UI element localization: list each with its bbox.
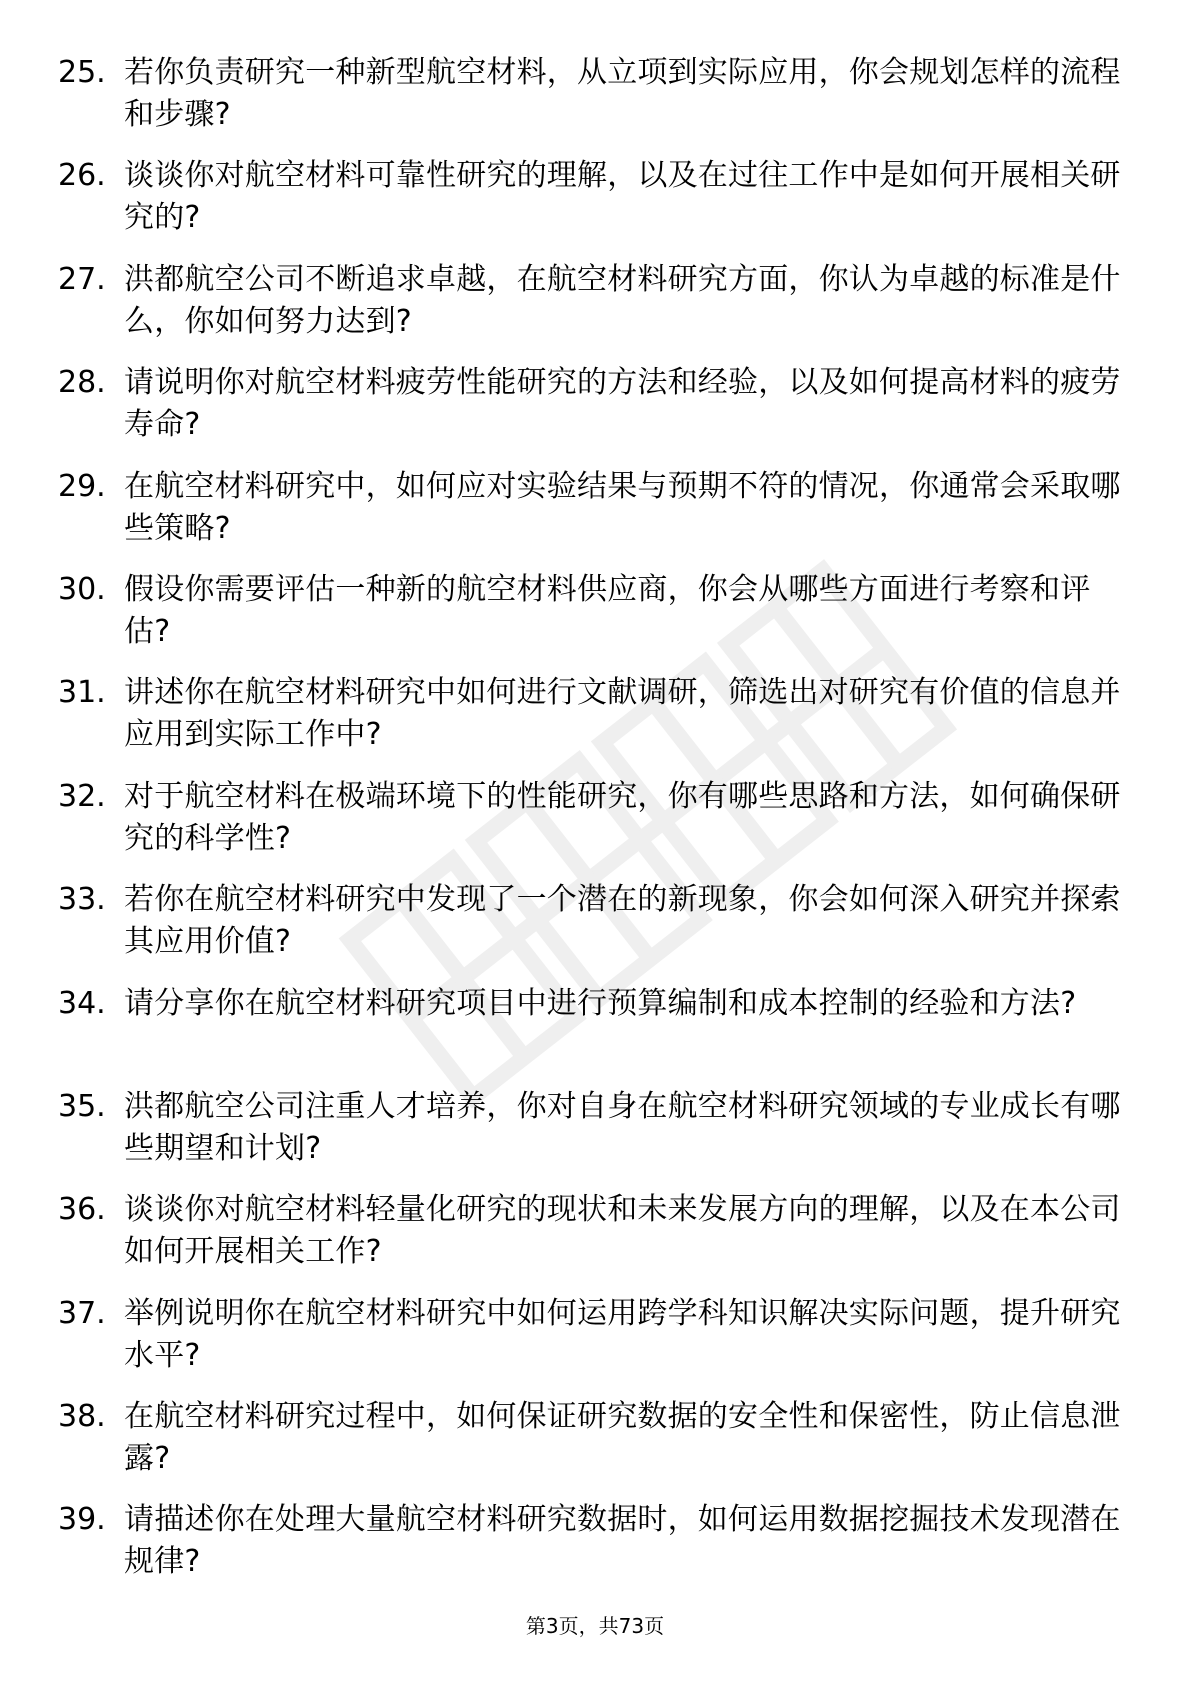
question-item	[58, 983, 1118, 1086]
question-number: 37.	[58, 1295, 106, 1331]
question-text: 洪都航空公司注重人才培养，你对自身在航空材料研究领域的专业成长有哪些期望和计划?	[124, 1088, 1121, 1166]
question-number: 38.	[58, 1399, 106, 1435]
question-item	[58, 569, 1118, 672]
question-number: 35.	[58, 1088, 106, 1124]
question-text: 讲述你在航空材料研究中如何进行文献调研，筛选出对研究有价值的信息并应用到实际工作中?	[124, 675, 1121, 753]
question-text: 请说明你对航空材料疲劳性能研究的方法和经验，以及如何提高材料的疲劳寿命?	[124, 365, 1121, 443]
question-text: 假设你需要评估一种新的航空材料供应商，你会从哪些方面进行考察和评估?	[124, 571, 1091, 649]
question-item	[58, 1499, 1121, 1602]
question-item	[58, 362, 1121, 465]
question-text: 若你在航空材料研究中发现了一个潜在的新现象，你会如何深入研究并探索其应用价值?	[124, 882, 1121, 960]
question-number: 36.	[58, 1192, 106, 1228]
question-text: 洪都航空公司不断追求卓越，在航空材料研究方面，你认为卓越的标准是什么，你如何努力达到?	[124, 261, 1121, 339]
question-text: 在航空材料研究过程中，如何保证研究数据的安全性和保密性，防止信息泄露?	[124, 1399, 1121, 1477]
question-number: 34.	[58, 985, 106, 1021]
question-item	[58, 1086, 1121, 1189]
question-number: 25.	[58, 55, 106, 90]
question-text: 在航空材料研究中，如何应对实验结果与预期不符的情况，你通常会采取哪些策略?	[124, 468, 1121, 546]
question-item	[58, 1293, 1121, 1396]
question-number: 27.	[58, 261, 106, 297]
question-text: 若你负责研究一种新型航空材料，从立项到实际应用，你会规划怎样的流程和步骤?	[124, 55, 1121, 132]
question-list	[58, 52, 1121, 1603]
question-text: 请分享你在航空材料研究项目中进行预算编制和成本控制的经验和方法?	[124, 985, 1077, 1021]
question-number: 30.	[58, 571, 106, 607]
question-number: 33.	[58, 882, 106, 918]
question-item	[58, 52, 1121, 155]
page-footer	[0, 1612, 1190, 1640]
question-number: 26.	[58, 158, 106, 194]
question-number: 28.	[58, 365, 106, 401]
page-number-label: 第3页，共73页	[525, 1614, 665, 1638]
question-item	[58, 776, 1121, 879]
question-number: 39.	[58, 1502, 106, 1538]
question-text: 举例说明你在航空材料研究中如何运用跨学科知识解决实际问题，提升研究水平?	[124, 1295, 1121, 1373]
question-text: 谈谈你对航空材料轻量化研究的现状和未来发展方向的理解，以及在本公司如何开展相关工作?	[124, 1192, 1121, 1270]
question-item	[58, 1396, 1121, 1499]
question-number: 29.	[58, 468, 106, 504]
question-number: 31.	[58, 675, 106, 711]
question-item	[58, 672, 1121, 775]
question-item	[58, 1189, 1121, 1292]
question-number: 32.	[58, 778, 106, 814]
question-text: 谈谈你对航空材料可靠性研究的理解，以及在过往工作中是如何开展相关研究的?	[124, 158, 1121, 236]
question-item	[58, 155, 1121, 258]
question-item	[58, 466, 1121, 569]
question-text: 对于航空材料在极端环境下的性能研究，你有哪些思路和方法，如何确保研究的科学性?	[124, 778, 1121, 856]
question-item	[58, 259, 1121, 362]
question-text: 请描述你在处理大量航空材料研究数据时，如何运用数据挖掘技术发现潜在规律?	[124, 1502, 1121, 1580]
question-item	[58, 879, 1121, 982]
